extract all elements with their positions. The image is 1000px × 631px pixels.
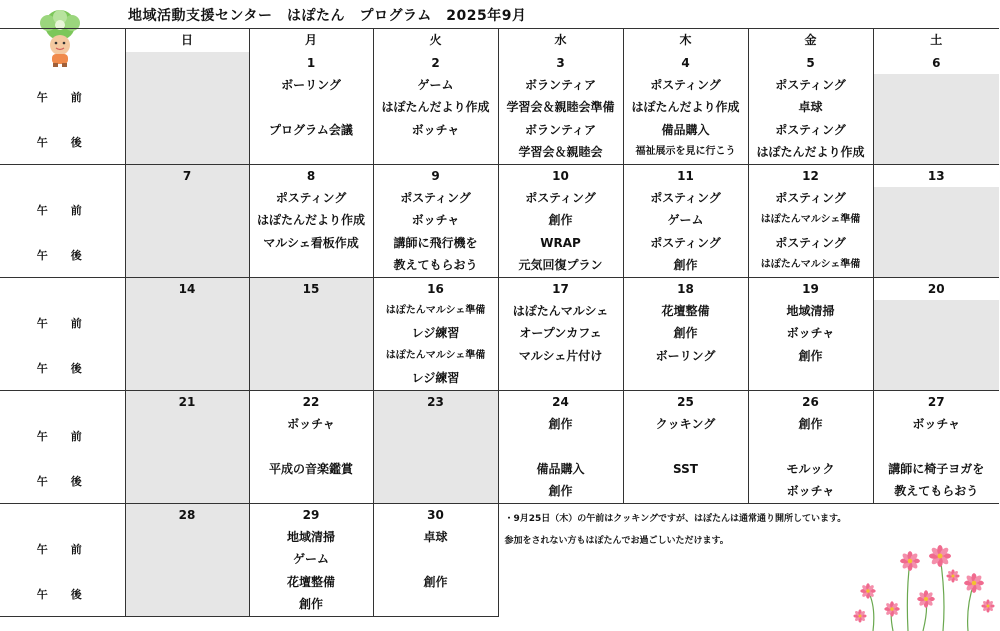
weekday-header: 木: [623, 29, 748, 53]
activity-cell: [873, 74, 999, 119]
activity-cell: [249, 458, 373, 504]
activity-cell: [373, 74, 498, 119]
date-cell: 27: [873, 391, 999, 414]
activity-item: ボーリング: [281, 78, 341, 92]
cosmos-flowers-icon: [848, 521, 998, 631]
activity-item: 講師に椅子ヨガを: [888, 462, 985, 476]
activity-cell: [498, 458, 623, 504]
date-cell: 17: [498, 278, 623, 301]
activity-cell: [873, 187, 999, 232]
afternoon-label: 午 後: [0, 458, 125, 504]
notice-line: 参加をされない方もはぽたんでお過ごしいただけます。: [504, 536, 729, 546]
activity-cell: [748, 74, 873, 119]
notice-line: ・9月25日（木）の午前はクッキングですが、はぽたんは通常通り開所しています。: [504, 514, 847, 524]
activity-item: はぽたんマルシェ準備: [385, 305, 486, 316]
notice-text: [505, 508, 847, 552]
date-cell: 8: [249, 165, 373, 188]
date-cell: 11: [623, 165, 748, 188]
activity-item: 元気回復プラン: [518, 258, 603, 272]
activity-item: ボッチャ: [411, 213, 460, 227]
date-cell: 26: [748, 391, 873, 414]
activity-item: ポスティング: [525, 191, 596, 205]
activity-item: 福祉展示を見に行こう: [635, 146, 736, 157]
activity-item: ゲーム: [417, 78, 454, 92]
activity-item: はぽたんマルシェ準備: [760, 259, 861, 270]
afternoon-row: [0, 119, 999, 165]
date-row-label: [0, 165, 125, 188]
date-cell: 25: [623, 391, 748, 414]
weekday-header: 土: [873, 29, 999, 53]
flower-center: [938, 554, 943, 559]
activity-cell: [498, 119, 623, 165]
activity-item: レジ練習: [411, 326, 460, 340]
date-cell: 19: [748, 278, 873, 301]
date-cell: 2: [373, 52, 498, 74]
activity-cell: [498, 187, 623, 232]
date-cell: 12: [748, 165, 873, 188]
activity-cell: [125, 458, 249, 504]
activity-item: 地域清掃: [286, 530, 335, 544]
date-cell: 24: [498, 391, 623, 414]
date-cell: 16: [373, 278, 498, 301]
date-cell: 6: [873, 52, 999, 74]
activity-cell: [373, 571, 498, 617]
date-cell: 28: [125, 504, 249, 527]
date-cell: 5: [748, 52, 873, 74]
activity-cell: [873, 458, 999, 504]
activity-item: はぽたんだより作成: [256, 213, 365, 227]
activity-cell: [623, 187, 748, 232]
activity-cell: [249, 74, 373, 119]
date-cell: 18: [623, 278, 748, 301]
activity-item: マルシェ片付け: [518, 349, 603, 363]
date-row-label: [0, 504, 125, 527]
date-cell: 1: [249, 52, 373, 74]
activity-cell: [373, 232, 498, 278]
activity-item: はぽたんだより作成: [631, 100, 740, 114]
activity-item: はぽたんマルシェ: [512, 304, 609, 318]
date-cell: 30: [373, 504, 498, 527]
activity-cell: [623, 458, 748, 504]
date-cell: 4: [623, 52, 748, 74]
morning-label: 午 前: [36, 203, 88, 217]
activity-cell: [373, 458, 498, 504]
activity-item: ボッチャ: [786, 484, 835, 498]
activity-cell: [373, 300, 498, 345]
activity-cell: [873, 119, 999, 165]
date-row: [0, 165, 999, 188]
activity-cell: [125, 345, 249, 391]
activity-item: ポスティング: [650, 78, 721, 92]
activity-item: 備品購入: [661, 123, 710, 137]
activity-item: 卓球: [423, 530, 448, 544]
date-cell: [125, 52, 249, 74]
date-cell: 21: [125, 391, 249, 414]
activity-item: 学習会＆親睦会: [518, 145, 603, 159]
date-row-label: [0, 391, 125, 414]
activity-cell: [125, 413, 249, 458]
date-cell: 7: [125, 165, 249, 188]
activity-item: 地域清掃: [786, 304, 835, 318]
activity-item: マルシェ看板作成: [263, 236, 359, 250]
afternoon-label: 午 後: [0, 119, 125, 165]
activity-cell: [748, 458, 873, 504]
activity-item: はぽたんマルシェ準備: [760, 214, 861, 225]
activity-cell: [623, 300, 748, 345]
activity-cell: [249, 232, 373, 278]
activity-cell: [873, 413, 999, 458]
corner-cell: [0, 29, 125, 53]
date-cell: 3: [498, 52, 623, 74]
activity-item: ボーリング: [655, 349, 716, 363]
activity-item: ポスティング: [275, 191, 347, 205]
activity-cell: [249, 413, 373, 458]
activity-cell: [498, 300, 623, 345]
activity-item: 創作: [548, 213, 573, 227]
weekday-header: 火: [373, 29, 498, 53]
flower-center: [924, 597, 928, 601]
activity-item: モルック: [786, 462, 835, 476]
activity-item: はぽたんだより作成: [756, 145, 865, 159]
activity-item: ポスティング: [775, 236, 846, 250]
activity-item: SST: [673, 462, 698, 476]
page-title: 地域活動支援センター はぽたん プログラム 2025年9月: [128, 8, 527, 24]
activity-cell: [249, 345, 373, 391]
activity-item: ボッチャ: [287, 417, 335, 431]
date-row: [0, 278, 999, 301]
date-cell: 14: [125, 278, 249, 301]
weekday-header: 月: [249, 29, 373, 53]
activity-cell: [498, 232, 623, 278]
activity-item: 創作: [548, 484, 573, 498]
activity-item: ボッチャ: [912, 417, 961, 431]
date-row-label: [0, 278, 125, 301]
activity-cell: [623, 413, 748, 458]
activity-cell: [873, 232, 999, 278]
activity-item: 創作: [298, 597, 323, 611]
date-cell: 29: [249, 504, 373, 527]
activity-cell: [249, 571, 373, 617]
activity-item: ポスティング: [775, 123, 846, 137]
activity-cell: [249, 300, 373, 345]
activity-item: 備品購入: [536, 462, 585, 476]
activity-item: 創作: [798, 349, 823, 363]
activity-cell: [748, 345, 873, 391]
afternoon-label: 午 後: [0, 232, 125, 278]
date-cell: 20: [873, 278, 999, 301]
flower-center: [972, 581, 977, 586]
activity-cell: [125, 119, 249, 165]
activity-item: ボランティア: [524, 123, 597, 137]
activity-cell: [498, 345, 623, 391]
activity-cell: [249, 119, 373, 165]
morning-label: 午 前: [36, 542, 88, 556]
activity-item: 花壇整備: [286, 575, 335, 589]
morning-label: 午 前: [36, 429, 88, 443]
afternoon-row: [0, 232, 999, 278]
activity-cell: [249, 526, 373, 571]
activity-cell: [873, 300, 999, 345]
activity-cell: [125, 187, 249, 232]
flower-center: [987, 605, 990, 608]
activity-cell: [125, 571, 249, 617]
flower-center: [890, 607, 894, 611]
activity-item: ボランティア: [524, 78, 597, 92]
date-cell: 9: [373, 165, 498, 188]
activity-cell: [125, 74, 249, 119]
activity-item: 教えてもらおう: [894, 484, 979, 498]
activity-item: 創作: [673, 258, 698, 272]
activity-item: クッキング: [655, 417, 716, 431]
date-cell: 23: [373, 391, 498, 414]
activity-item: 学習会＆親睦会準備: [506, 100, 615, 114]
activity-cell: [125, 526, 249, 571]
activity-cell: [373, 413, 498, 458]
activity-item: ポスティング: [400, 191, 471, 205]
activity-item: ゲーム: [292, 552, 329, 566]
activity-cell: [498, 74, 623, 119]
activity-cell: [373, 345, 498, 391]
activity-cell: [748, 413, 873, 458]
date-cell: 15: [249, 278, 373, 301]
activity-cell: [623, 232, 748, 278]
afternoon-label: 午 後: [0, 571, 125, 617]
flower-center: [952, 575, 955, 578]
date-cell: 13: [873, 165, 999, 188]
activity-item: 創作: [673, 326, 698, 340]
weekday-header: 水: [498, 29, 623, 53]
activity-item: 講師に飛行機を: [393, 236, 478, 250]
afternoon-label: 午 後: [0, 345, 125, 391]
activity-cell: [623, 345, 748, 391]
activity-item: ポスティング: [650, 236, 721, 250]
activity-cell: [873, 345, 999, 391]
morning-row: [0, 187, 999, 232]
morning-row: [0, 74, 999, 119]
date-cell: 22: [249, 391, 373, 414]
activity-cell: [373, 526, 498, 571]
weekday-header: 日: [125, 29, 249, 53]
date-row-label: [0, 52, 125, 74]
flower-center: [908, 559, 913, 564]
activity-item: ポスティング: [650, 191, 721, 205]
activity-cell: [623, 74, 748, 119]
flower-center: [866, 589, 870, 593]
activity-cell: [249, 187, 373, 232]
activity-cell: [125, 232, 249, 278]
activity-item: ゲーム: [667, 213, 704, 227]
activity-item: オープンカフェ: [519, 326, 602, 340]
afternoon-row: [0, 345, 999, 391]
date-row: [0, 52, 999, 74]
activity-item: プログラム会議: [269, 123, 353, 137]
activity-cell: [125, 300, 249, 345]
activity-item: ポスティング: [775, 78, 846, 92]
activity-item: WRAP: [540, 236, 581, 250]
activity-item: 創作: [798, 417, 823, 431]
activity-item: 教えてもらおう: [393, 258, 478, 272]
activity-cell: [498, 413, 623, 458]
activity-cell: [748, 232, 873, 278]
morning-row: [0, 413, 999, 458]
morning-label: 午 前: [36, 316, 88, 330]
activity-item: 創作: [548, 417, 573, 431]
activity-item: ボッチャ: [411, 123, 460, 137]
date-cell: 10: [498, 165, 623, 188]
date-row: [0, 391, 999, 414]
activity-item: はぽたんだより作成: [381, 100, 490, 114]
activity-item: ボッチャ: [786, 326, 835, 340]
activity-cell: [373, 187, 498, 232]
activity-item: 花壇整備: [661, 304, 710, 318]
afternoon-row: [0, 458, 999, 504]
morning-row: [0, 300, 999, 345]
activity-item: 平成の音楽鑑賞: [268, 462, 353, 476]
activity-item: レジ練習: [411, 371, 460, 385]
activity-cell: [748, 119, 873, 165]
activity-cell: [748, 300, 873, 345]
activity-cell: [748, 187, 873, 232]
activity-item: はぽたんマルシェ準備: [385, 350, 486, 361]
weekday-header: 金: [748, 29, 873, 53]
activity-cell: [373, 119, 498, 165]
morning-label: 午 前: [36, 90, 88, 104]
activity-item: 卓球: [798, 100, 823, 114]
flower-center: [859, 615, 862, 618]
activity-item: ポスティング: [775, 191, 846, 205]
activity-item: 創作: [423, 575, 448, 589]
activity-cell: [623, 119, 748, 165]
weekday-header-row: [0, 29, 999, 53]
